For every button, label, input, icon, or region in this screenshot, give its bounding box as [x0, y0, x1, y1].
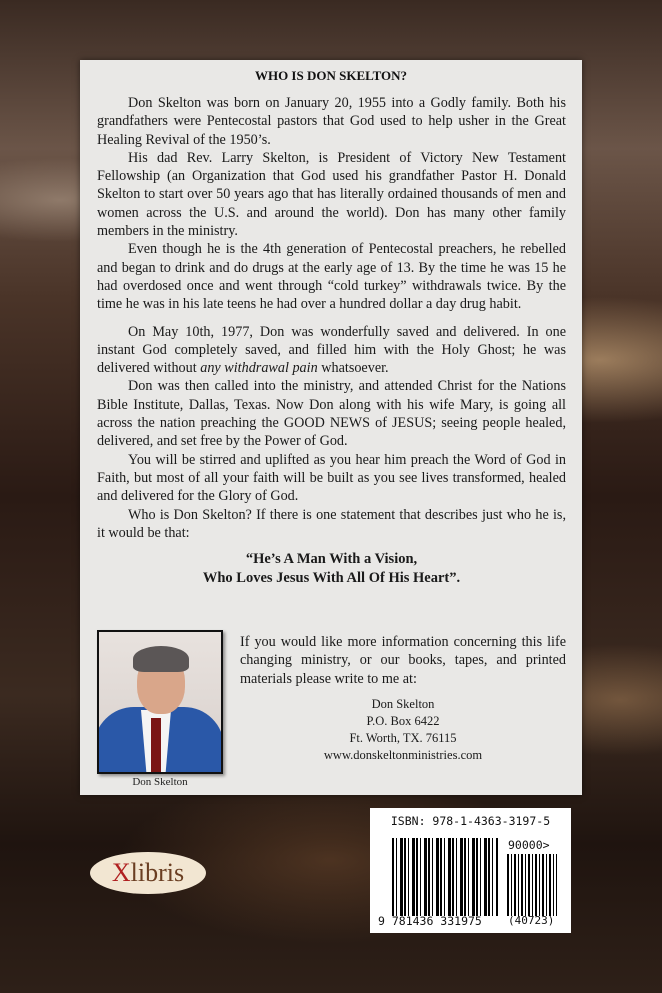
paragraph: Even though he is the 4th generation of Pentecostal preachers, he rebelled and began to drink and do drugs at the early age of 13. By the time he was 15 he had overdosed once and went through “cold turkey” withdrawals twice. By the time he was in his late teens he had over a hundred dollar a day drug habit. [97, 241, 566, 313]
paragraph: Don was then called into the ministry, and attended Christ for the Nations Bible Institute, Dallas, Texas. Now Don along with his wife Mary, is going all across the nation preaching the GOOD NEWS of JESUS; seeing people healed, delivered, and set free by the Power of God. [97, 378, 566, 450]
isbn-barcode [370, 808, 571, 933]
italic-text: any withdrawal pain [200, 360, 318, 377]
paragraph: Who is Don Skelton? If there is one statement that describes just who he is, it would be that: [97, 506, 566, 541]
photo-caption: Don Skelton [132, 776, 188, 788]
paragraph [97, 323, 566, 378]
logo-text: libris [130, 858, 185, 887]
address-po-box: P.O. Box 6422 [366, 714, 440, 728]
price-barcode-bars [507, 854, 557, 916]
quote-line: Who Loves Jesus With All Of His Heart”. [202, 569, 461, 586]
info-text: If you would like more information concerning this life changing ministry, or our books, tapes, and printed materials please write to me at: [240, 634, 566, 687]
text: whatsoever. [317, 360, 389, 377]
barcode-bars [392, 838, 498, 916]
barcode-code: (40723) [508, 914, 555, 927]
title: WHO IS DON SKELTON? [254, 68, 408, 83]
address-city: Ft. Worth, TX. 76115 [349, 731, 457, 745]
isbn-text: ISBN: 978-1-4363-3197-5 [390, 814, 551, 828]
paragraph: Don Skelton was born on January 20, 1955 into a Godly family. Both his grandfathers were Pentecostal pastors that God used to help usher in the Great Healing Revival of the 1950’s. [97, 95, 566, 148]
address [240, 696, 566, 764]
barcode-number: 9 781436 331975 [378, 914, 482, 928]
back-cover-panel [80, 60, 582, 795]
xlibris-logo [90, 852, 206, 894]
address-name: Don Skelton [371, 697, 435, 711]
text: On May 10th, 1977, Don was wonderfully saved and delivered. In one instant God completely saved, and filled him with the Holy Ghost; he was delivered without [97, 323, 566, 377]
author-photo [97, 630, 223, 774]
quote-line: “He’s A Man With a Vision, [245, 551, 418, 568]
logo-x: X [111, 858, 131, 887]
website: www.donskeltonministries.com [323, 748, 483, 762]
paragraph: You will be stirred and uplifted as you hear him preach the Word of God in Faith, but most of all your faith will be built as you see lives transformed, healed and delivered for the Glory of God. [97, 451, 566, 505]
paragraph: His dad Rev. Larry Skelton, is President of Victory New Testament Fellowship (an Organization that God used his grandfather Pastor H. Donald Skelton to start over 50 years ago that has literally ordained thousands of men and women across the U.S. and around the world). Don has many other family members in the ministry. [97, 149, 566, 240]
price-code: 90000> [508, 838, 550, 852]
quote [97, 550, 566, 587]
biography-text [97, 94, 566, 587]
